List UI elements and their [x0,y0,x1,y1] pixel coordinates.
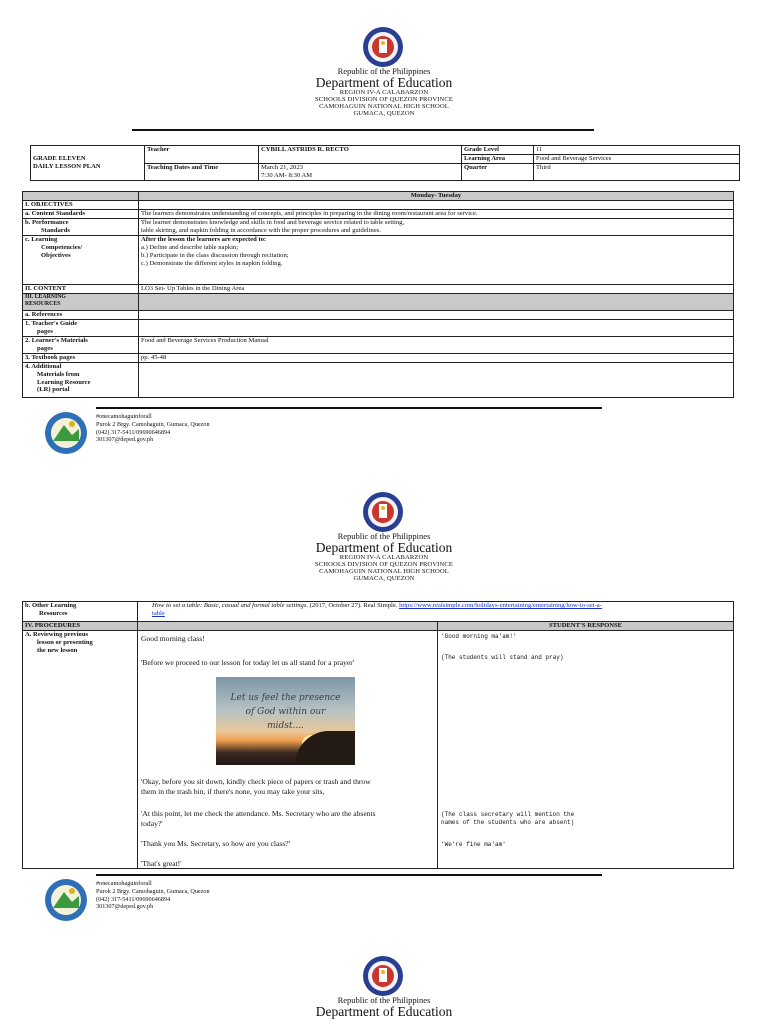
deped-seal-icon [362,491,404,533]
teacher-line: 'Before we proceed to our lesson for today let us all stand for a prayer' [141,658,355,667]
resources-label [23,293,139,310]
republic-text: Republic of the Philippines [337,531,431,541]
content-standards-value: The learners demonstrates understanding of concepts, and principles in preparing in the dining room/restaurant area for service. [139,209,734,218]
competencies-label [23,235,139,284]
teacher-value: CYBILL ASTRIDS R. RECTO [259,146,462,164]
grade-level-label: Grade Level [462,146,534,155]
student-line [441,811,574,827]
grade-line: GRADE ELEVEN [33,155,86,162]
prayer-line: Let us feel the presence [230,693,341,703]
label-line: Resources [39,609,68,617]
lesson-plan-table [22,191,734,398]
content-standards-label: a. Content Standards [23,209,139,218]
division-text: SCHOOLS DIVISION OF QUEZON PROVINCE [315,561,453,569]
other-resources-label [23,602,138,622]
label-line: Competencies/ [41,243,83,251]
letterhead [0,67,768,118]
teacher-activity-cell [138,631,438,869]
school-logo-icon [44,878,88,922]
label-line: Materials from [37,370,80,378]
label-line: 2. Learner's Materials [25,336,88,344]
student-line: (The students will stand and pray) [441,654,564,661]
school-location: GUMACA, QUEZON [353,574,415,582]
day-header: Monday- Tuesday [139,192,734,201]
teacher-line: 'That's great!' [141,859,182,868]
performance-value [139,218,734,235]
label-line: 4. Additional [25,362,62,370]
label-line: (LR) portal [37,386,70,394]
date-text: March 21, 2023 [261,164,303,171]
text-line: names of the students who are absent) [441,818,575,826]
label-line: Standards [41,226,70,234]
republic-text: Republic of the Philippines [337,66,431,76]
page-footer [44,878,604,922]
letterhead [0,532,768,583]
label-line: Objectives [41,251,71,259]
division-text: SCHOOLS DIVISION OF QUEZON PROVINCE [315,96,453,104]
textbook-value: pp. 45-48 [139,353,734,362]
deped-seal-icon [362,26,404,68]
label-line: b. Other Learning [25,602,77,609]
additional-materials-label [23,362,139,397]
teacher-line [141,809,376,829]
other-resources-value [138,602,734,622]
learning-area-label: Learning Area [462,155,534,164]
label-line: pages [37,327,53,335]
school-logo-icon [44,411,88,455]
hill-shape [295,731,355,765]
text-line: them in the trash bin, if there's none, you may take your sits, [141,786,325,796]
learners-materials-value: Food and Beverage Services Production Manual [139,336,734,353]
teacher-line: Good morning class! [141,634,205,643]
header-divider [132,129,594,131]
citation-link-continued[interactable]: table [152,609,165,617]
info-table [30,145,740,181]
label-line: 1. Teacher's Guide [25,319,78,327]
grade-level-value: 11 [534,146,740,155]
learning-area-value: Food and Beverage Services [534,155,740,164]
plan-line: DAILY LESSON PLAN [33,162,101,170]
region-text: REGION IV-A CALABARZON [339,554,429,562]
footer-contact [96,880,210,911]
text-line: today?' [141,818,163,828]
text-line: After the lesson the learners are expected to: [141,235,267,243]
teacher-line: 'Thank you Ms. Secretary, so how are you class?' [141,839,291,848]
footer-phone: (042) 317-5411/09690646894 [96,895,171,903]
teacher-label: Teacher [145,146,259,164]
citation-title: How to set a table: Basic, casual and formal table settings [152,602,307,609]
competencies-value [139,235,734,284]
deped-seal-icon [362,955,404,997]
department-title: Department of Education [315,539,453,555]
label-line: b. Performance [25,218,69,226]
school-name: CAMOHAGUIN NATIONAL HIGH SCHOOL [319,102,449,110]
review-lesson-label [23,631,138,869]
footer-email: 301307@deped.gov.ph [96,436,154,444]
student-line: 'Good morning ma'am!' [441,633,517,640]
region-text: REGION IV-A CALABARZON [339,89,429,97]
textbook-label: 3. Textbook pages [23,353,139,362]
footer-divider [96,874,602,876]
objectives-label: I. OBJECTIVES [23,201,139,210]
label-line: c. Learning [25,235,58,243]
label-line: RESOURCES [25,300,61,307]
dates-label: Teaching Dates and Time [145,164,259,181]
student-line: 'We're fine ma'am' [441,841,506,848]
footer-divider [96,407,602,409]
school-name: CAMOHAGUIN NATIONAL HIGH SCHOOL [319,567,449,575]
footer-contact [96,413,210,444]
teachers-guide-label [23,319,139,336]
label-line: Learning Resource [37,378,91,386]
text-line: 'Okay, before you sit down, kindly check piece of papers or trash and throw [141,777,371,786]
prayer-line: of God within our [245,707,326,717]
text-line: 'At this point, let me check the attendance. Ms. Secretary who are the absents [141,809,376,818]
school-location: GUMACA, QUEZON [353,109,415,117]
label-line: pages [37,344,53,352]
content-label: II. CONTENT [23,284,139,293]
citation-link[interactable]: https://www.realsimple.com/holidays-entertaining/entertaining/how-to-set-a- [399,602,602,609]
footer-phone: (042) 317-5411/09690646894 [96,428,171,436]
footer-address: Purok 2 Brgy. Camohaguin, Gumaca, Quezon [96,420,210,428]
letterhead [0,996,768,1019]
learners-materials-label [23,336,139,353]
text-line: The learner demonstrates knowledge and skills in food and beverage service related to table setting, [141,218,405,226]
references-label: a. References [23,310,139,319]
text-line: c.) Demonstrate the different styles in napkin folding. [141,259,283,267]
text-line: (The class secretary will mention the [441,811,575,818]
footer-hashtag: #onecamohaguinforall [96,413,152,420]
department-title: Department of Education [315,74,453,90]
prayer-line: midst.... [267,721,304,731]
label-line: the new lesson [37,646,78,654]
content-value: LO3 Set- Up Tables in the Dining Area [139,284,734,293]
dates-value [259,164,462,181]
footer-email: 301307@deped.gov.ph [96,903,154,911]
grade-plan-cell [31,146,145,181]
label-line: A. Reviewing previous [25,631,89,638]
label-line: lesson or presenting [37,638,93,646]
quarter-value: Third [534,164,740,181]
text-line: table skirting, and napkin folding in accordance with the proper procedures and guidelines. [141,226,381,234]
student-response-header: STUDENT'S RESPONSE [438,622,734,631]
page-footer [44,411,604,455]
quarter-label: Quarter [462,164,534,181]
footer-hashtag: #onecamohaguinforall [96,880,152,887]
text-line: a.) Define and describe table napkin; [141,243,239,251]
time-text: 7:30 AM- 8:30 AM [261,171,313,179]
performance-label [23,218,139,235]
procedures-label: IV. PROCEDURES [23,622,138,631]
label-line: III. LEARNING [25,293,66,300]
prayer-image [216,677,355,765]
department-title: Department of Education [315,1003,453,1019]
citation-text: . (2017, October 27). Real Simple. [306,602,400,609]
footer-address: Purok 2 Brgy. Camohaguin, Gumaca, Quezon [96,887,210,895]
teacher-line [141,777,371,797]
student-response-cell [438,631,734,869]
procedures-table [22,601,734,869]
text-line: b.) Participate in the class discussion through recitation; [141,251,289,259]
republic-text: Republic of the Philippines [337,995,431,1005]
